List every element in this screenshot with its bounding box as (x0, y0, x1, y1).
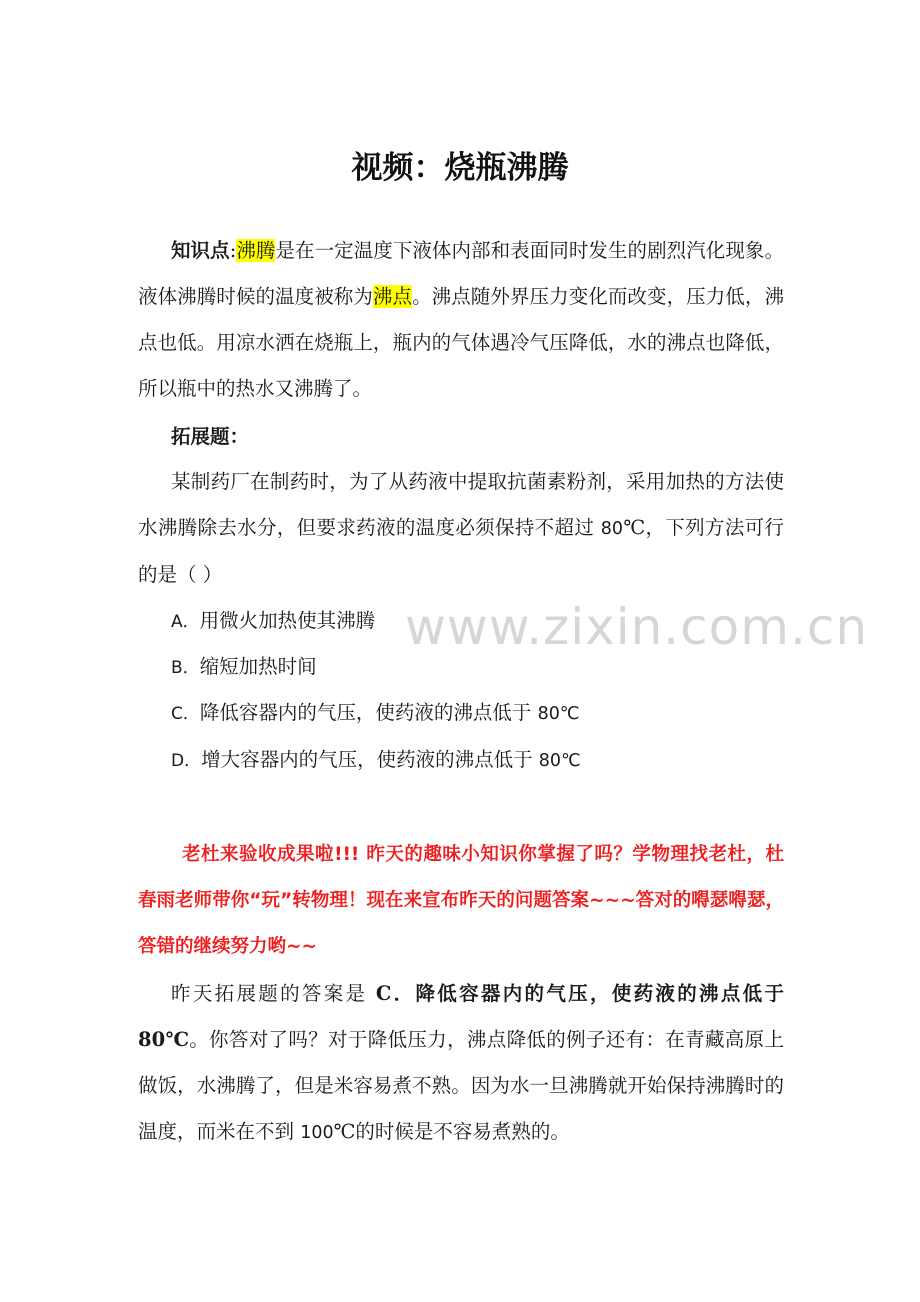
watermark: www.zixin.com.cn (405, 598, 869, 656)
highlight-term-boiling-point: 沸点 (372, 285, 413, 308)
answer-number: 100 (300, 1123, 334, 1143)
page-title: 视频：烧瓶沸腾 (351, 150, 569, 186)
extension-question (138, 459, 784, 598)
option-text: 用微火加热使其沸腾 (199, 609, 376, 632)
option-letter: D． (171, 751, 202, 771)
option-c (171, 698, 580, 729)
answer-bold: C．降低容器内的气压，使药液的沸点低于 80℃ (138, 982, 784, 1051)
answer-text-2: ℃的时候是不容易煮熟的。 (333, 1120, 570, 1143)
option-b (171, 652, 317, 683)
highlight-term-boiling: 沸腾 (236, 239, 276, 262)
answer-text-1: 。你答对了吗？对于降低压力，沸点降低的例子还有：在青藏高原上做饭，水沸腾了，但是米容易煮不熟。因为水一旦沸腾就开始保持沸腾时的温度，而米在不到 (138, 1028, 784, 1143)
option-suffix: 80℃ (538, 751, 581, 771)
extension-heading: 拓展题： (171, 425, 250, 448)
question-text-2: ℃，下列方法可行的是（ ） (138, 516, 784, 586)
option-text: 增大容器内的气压，使药液的沸点低于 (201, 748, 539, 771)
knowledge-paragraph (138, 228, 784, 412)
knowledge-label: 知识点 (171, 239, 230, 262)
question-text-1: 某制药厂在制药时，为了从药液中提取抗菌素粉剂，采用加热的方法使水沸腾除去水分，但要求药液的温度必须保持不超过 (138, 470, 784, 539)
option-letter: B． (171, 658, 200, 678)
option-letter: A． (171, 612, 200, 632)
option-letter: C． (171, 704, 200, 724)
option-d (171, 745, 581, 776)
answer-paragraph (138, 971, 784, 1156)
option-text: 缩短加热时间 (199, 655, 317, 678)
knowledge-text-1: 是在一定温度下液体内部和表面同时发生的剧烈汽化现象。液体沸腾时候的温度被称为 (138, 239, 784, 308)
knowledge-text-2: 。沸点随外界压力变化而改变，压力低，沸点也低。用凉水洒在烧瓶上，瓶内的气体遇冷气压降低，水的沸点也降低，所以瓶中的热水又沸腾了。 (138, 285, 784, 400)
option-text: 降低容器内的气压，使药液的沸点低于 (199, 701, 538, 724)
option-suffix: 80℃ (537, 704, 580, 724)
option-a (171, 606, 375, 637)
answer-intro: 昨天拓展题的答案是 (171, 982, 376, 1005)
question-number: 80 (600, 519, 623, 539)
announcement: 老杜来验收成果啦!!! 昨天的趣味小知识你掌握了吗？学物理找老杜，杜春雨老师带你“玩”转物理！现在来宣布昨天的问题答案~~~答对的嘚瑟嘚瑟，答错的继续努力哟~~ (138, 844, 784, 957)
knowledge-colon: : (229, 239, 237, 262)
